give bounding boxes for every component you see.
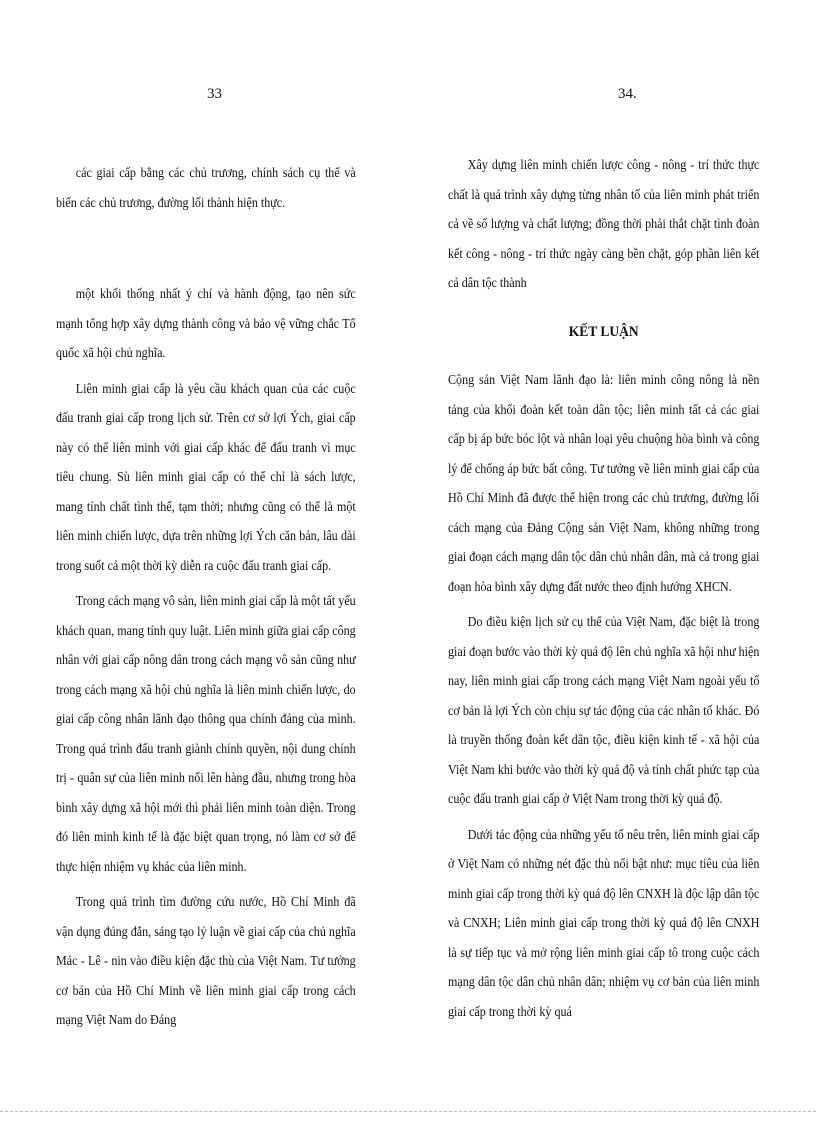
left-paragraph-2: một khối thống nhất ý chí và hành động, tạo nên sức mạnh tổng hợp xây dựng thành công và bảo vệ vững chắc Tổ quốc xã hội chủ nghĩa.: [56, 286, 356, 360]
page-bottom-divider: [0, 1111, 816, 1112]
conclusion-heading: KẾT LUẬN: [568, 323, 639, 340]
page-number-left: 33: [207, 86, 222, 102]
left-paragraph-5: Trong quá trình tìm đường cứu nước, Hồ Chí Minh đã vận dụng đúng đắn, sáng tạo lý luận về giai cấp của chủ nghĩa Mác - Lê - nin vào điều kiện đặc thù của Việt Nam. Tư tưởng cơ bản của Hồ Chí Minh về liên minh giai cấp trong cách mạng Việt Nam do Đảng: [56, 894, 356, 1027]
left-paragraph-4: Trong cách mạng vô sản, liên minh giai cấp là một tất yếu khách quan, mang tính quy luật. Liên minh giữa giai cấp công nhân với giai cấp nông dân trong cách mạng vô sản cũng như trong cách mạng xã hội chủ nghĩa là liên minh chiến lược, do giai cấp công nhân lãnh đạo thông qua chính đảng của mình. Trong quá trình đấu tranh giành chính quyền, nội dung chính trị - quân sự của liên minh nổi lên hàng đầu, nhưng trong hòa bình xây dựng xã hội mới thì phải liên minh toàn diện. Trong đó liên minh kinh tế là đặc biệt quan trọng, nó làm cơ sở để thực hiện nhiệm vụ khác của liên minh.: [56, 593, 356, 874]
page-number-right: 34.: [618, 86, 637, 102]
right-intro-paragraph: Xây dựng liên minh chiến lược công - nông - trí thức thực chất là quá trình xây dựng từng nhân tố của liên minh phát triển cả về số lượng và chất lượng; đồng thời phải thắt chặt tình đoàn kết công - nông - trí thức ngày càng bền chặt, góp phần liên kết cả dân tộc thành: [448, 157, 760, 290]
right-column: [448, 150, 759, 1026]
right-paragraph-2: Do điều kiện lịch sử cụ thể của Việt Nam, đặc biệt là trong giai đoạn bước vào thời kỳ quá độ lên chủ nghĩa xã hội như hiện nay, liên minh giai cấp trong cách mạng Việt Nam ngoài yếu tố cơ bản là lợi Ých còn chịu sự tác động của các nhân tố khác. Đó là truyền thống đoàn kết dân tộc, điều kiện kinh tế - xã hội của Việt Nam khi bước vào thời kỳ quá độ và tính chất phức tạp của cuộc đấu tranh giai cấp ở Việt Nam trong thời kỳ quá độ.: [448, 614, 760, 806]
right-paragraph-1: Cộng sản Việt Nam lãnh đạo là: liên minh công nông là nền tảng của khối đoàn kết toàn dân tộc; liên minh tất cả các giai cấp bị áp bức bóc lột và nhân loại yêu chuộng hòa bình và công lý để chống áp bức bất công. Tư tưởng về liên minh giai cấp của Hồ Chí Minh đã được thể hiện trong các chủ trương, đường lối cách mạng của Đảng Cộng sản Việt Nam, không những trong giai đoạn cách mạng dân tộc dân chủ nhân dân, mà cả trong giai đoạn hòa bình xây dựng đất nước theo định hướng XHCN.: [448, 372, 760, 594]
left-paragraph-3: Liên minh giai cấp là yêu cầu khách quan của các cuộc đấu tranh giai cấp trong lịch sử. Trên cơ sở lợi Ých, giai cấp này có thể liên minh với giai cấp khác để đấu tranh vì mục tiêu chung. Sù liên minh giai cấp có thể chỉ là sách lược, mang tính chất tình thế, tạm thời; nhưng cũng có thể là một liên minh chiến lược, dựa trên những lợi Ých căn bản, lâu dài trong suốt cả một thời kỳ diễn ra cuộc đấu tranh giai cấp.: [56, 380, 356, 573]
left-column: [56, 158, 356, 1035]
left-paragraph-1: các giai cấp bằng các chủ trương, chính sách cụ thể và biến các chủ trương, đường lối thành hiện thực.: [56, 165, 356, 210]
right-paragraph-3: Dưới tác động của những yếu tố nêu trên, liên minh giai cấp ở Việt Nam có những nét đặc thù nổi bật như: mục tiêu của liên minh giai cấp trong thời kỳ quá độ lên CNXH là độc lập dân tộc và CNXH; Liên minh giai cấp trong thời kỳ quá độ lên CNXH là sự tiếp tục và mở rộng liên minh giai cấp tô trong cuộc cách mạng dân tộc dân chủ nhân dân; nhiệm vụ cơ bản của liên minh giai cấp trong thời kỳ quá: [448, 826, 760, 1019]
